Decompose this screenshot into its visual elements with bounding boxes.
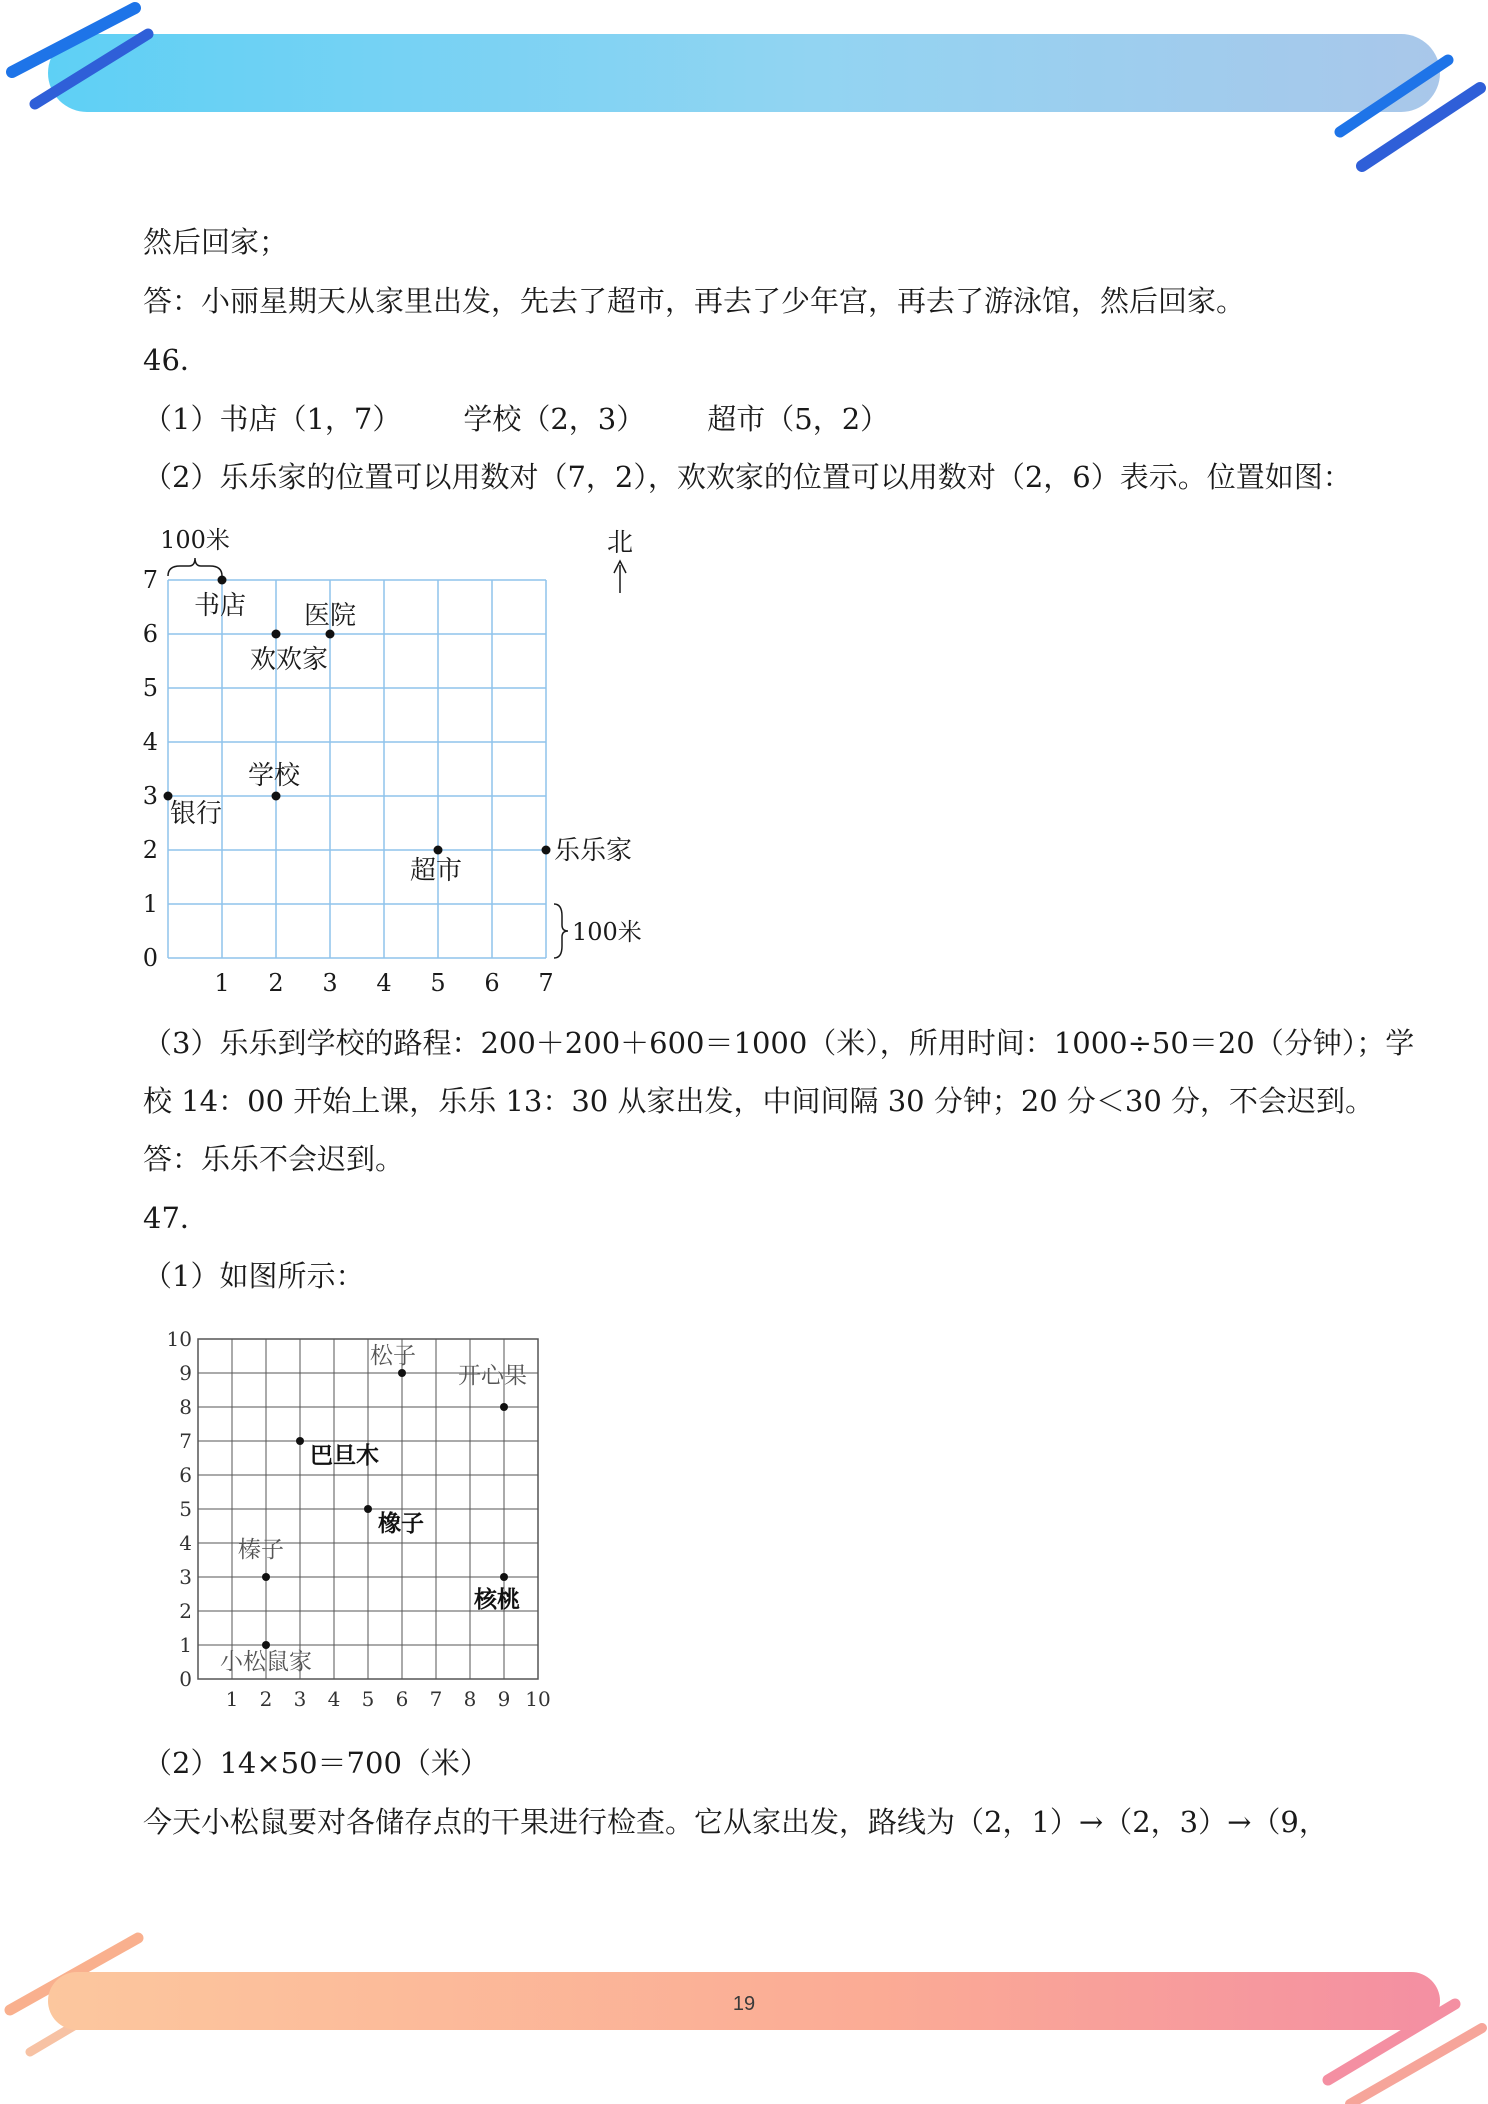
data-point (262, 1641, 270, 1649)
y-tick-label: 3 (179, 1565, 192, 1589)
x-tick-label: 6 (484, 969, 500, 997)
q47-part2: （2）14×50＝700（米） (143, 1746, 489, 1780)
page-number: 19 (732, 1993, 756, 2015)
y-tick-label: 9 (179, 1361, 192, 1385)
answer-item: 超市（5，2） (707, 402, 890, 436)
data-point (218, 576, 227, 585)
question-number: 46． (143, 343, 209, 377)
x-tick-label: 2 (259, 1687, 273, 1711)
data-point (364, 1505, 372, 1513)
y-tick-label: 1 (179, 1633, 192, 1657)
y-tick-label: 2 (142, 836, 158, 864)
point-label: 松子 (370, 1343, 416, 1369)
data-point (262, 1573, 270, 1581)
point-label: 核桃 (474, 1586, 520, 1613)
data-point (542, 846, 551, 855)
text-line: 然后回家； (143, 225, 289, 259)
x-tick-label: 6 (395, 1687, 409, 1711)
answer-item: 学校（2，3） (463, 402, 646, 436)
scale-label-right: 100米 (572, 918, 642, 946)
data-point (272, 792, 281, 801)
y-tick-label: 0 (179, 1667, 192, 1691)
point-label: 乐乐家 (554, 836, 633, 866)
q46-part3-line: 校 14：00 开始上课，乐乐 13：30 从家出发，中间间隔 30 分钟；20 分＜30 分，不会迟到。 (143, 1084, 1375, 1118)
point-label: 巴旦木 (310, 1442, 379, 1469)
y-tick-label: 3 (142, 782, 158, 810)
data-point (500, 1573, 508, 1581)
point-label: 欢欢家 (250, 645, 329, 675)
point-label: 小松鼠家 (220, 1649, 312, 1675)
y-tick-label: 6 (179, 1463, 192, 1487)
point-label: 医院 (304, 601, 357, 631)
scale-brace-top (168, 558, 222, 576)
y-tick-label: 10 (166, 1327, 192, 1351)
x-tick-label: 2 (268, 969, 284, 997)
x-tick-label: 3 (293, 1687, 307, 1711)
y-tick-label: 7 (142, 566, 158, 594)
x-tick-label: 3 (322, 969, 338, 997)
x-tick-label: 5 (430, 969, 446, 997)
x-tick-label: 7 (429, 1687, 443, 1711)
q46-part3-line: （3）乐乐到学校的路程：200＋200＋600＝1000（米），所用时间：1000÷50＝20（分钟）；学 (143, 1026, 1415, 1060)
y-tick-label: 1 (142, 890, 158, 918)
map-chart-47 (155, 1318, 575, 1718)
x-tick-label: 1 (225, 1687, 239, 1711)
y-tick-label: 8 (179, 1395, 192, 1419)
data-point (272, 630, 281, 639)
q47-part1: （1）如图所示： (143, 1259, 365, 1293)
answer-item: 书店（1，7） (219, 402, 402, 436)
text-line: 答：小丽星期天从家里出发，先去了超市，再去了少年宫，再去了游泳馆，然后回家。 (143, 284, 1246, 318)
point-label: 开心果 (458, 1363, 527, 1389)
point-label: 超市 (410, 856, 463, 886)
y-tick-label: 4 (142, 728, 158, 756)
q46-part2: （2）乐乐家的位置可以用数对（7，2），欢欢家的位置可以用数对（2，6）表示。位置如图： (143, 460, 1352, 494)
point-label: 书店 (194, 591, 247, 621)
part-prefix: （1） (143, 402, 220, 436)
x-tick-label: 4 (376, 969, 392, 997)
x-tick-label: 5 (361, 1687, 375, 1711)
point-label: 银行 (170, 799, 223, 829)
q46-part1 (143, 401, 889, 437)
point-label: 学校 (248, 761, 301, 791)
data-point (398, 1369, 406, 1377)
x-tick-label: 7 (538, 969, 554, 997)
x-tick-label: 9 (497, 1687, 511, 1711)
point-label: 橡子 (378, 1510, 424, 1537)
y-tick-label: 5 (142, 674, 158, 702)
scale-brace-right (554, 904, 568, 958)
scale-label-top: 100米 (160, 526, 230, 554)
data-point (296, 1437, 304, 1445)
map-chart-46 (140, 515, 660, 1005)
data-point (500, 1403, 508, 1411)
q46-answer: 答：乐乐不会迟到。 (143, 1142, 405, 1176)
text-line: 今天小松鼠要对各储存点的干果进行检查。它从家出发，路线为（2，1）→（2，3）→（9， (143, 1805, 1328, 1839)
data-point (434, 846, 443, 855)
x-tick-label: 4 (327, 1687, 341, 1711)
y-tick-label: 0 (142, 944, 158, 972)
point-label: 榛子 (238, 1537, 284, 1563)
x-tick-label: 1 (214, 969, 230, 997)
x-tick-label: 10 (525, 1687, 551, 1711)
y-tick-label: 5 (179, 1497, 192, 1521)
y-tick-label: 2 (179, 1599, 192, 1623)
y-tick-label: 7 (179, 1429, 192, 1453)
question-number: 47． (143, 1201, 209, 1235)
y-tick-label: 4 (179, 1531, 192, 1555)
north-label: 北 (606, 528, 634, 558)
y-tick-label: 6 (142, 620, 158, 648)
x-tick-label: 8 (463, 1687, 477, 1711)
